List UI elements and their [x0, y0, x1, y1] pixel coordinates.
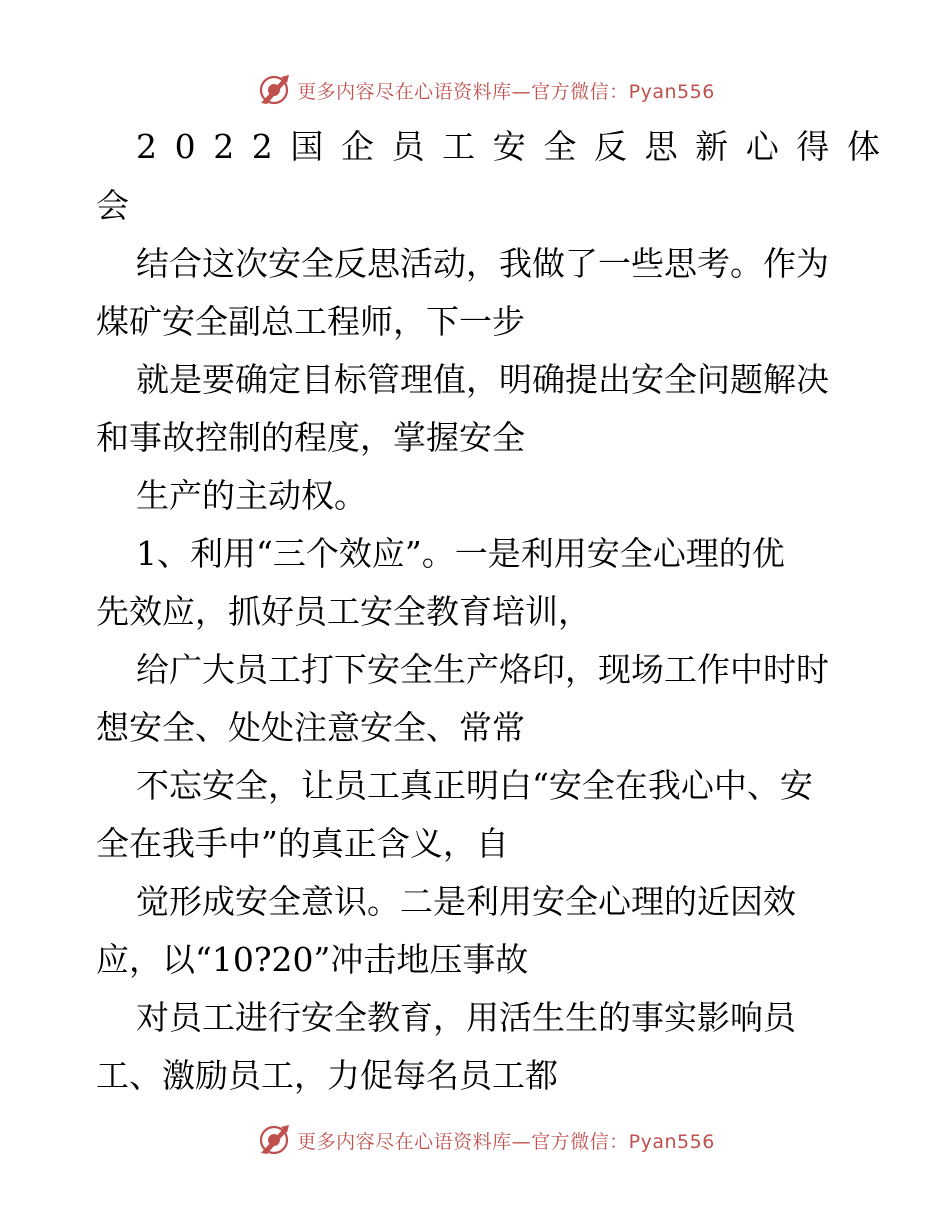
paragraph-line: 工、激励员工，力促每名员工都: [96, 1056, 558, 1095]
footer-watermark-banner: [0, 1120, 950, 1160]
paragraph-line: 结合这次安全反思活动，我做了一些思考。作为: [136, 244, 829, 283]
paragraph-line: 先效应，抓好员工安全教育培训，: [96, 592, 591, 631]
paragraph-line: 和事故控制的程度，掌握安全: [96, 418, 525, 457]
paragraph-line: 1、利用“三个效应”。一是利用安全心理的优: [136, 534, 785, 573]
paragraph-line: 全在我手中”的真正含义，自: [96, 824, 509, 863]
paragraph-line: 不忘安全，让员工真正明白“安全在我心中、安: [136, 766, 813, 805]
watermark-text: 更多内容尽在心语资料库—官方微信：Pyan556: [297, 1130, 715, 1153]
quill-pen-seal-icon: [257, 1123, 291, 1157]
paragraph-line: 就是要确定目标管理值，明确提出安全问题解决: [136, 360, 829, 399]
document-title: 2022国企员工安全反思新心得体: [136, 127, 898, 166]
paragraph-line: 给广大员工打下安全生产烙印，现场工作中时时: [136, 650, 829, 689]
paragraph-line: 觉形成安全意识。二是利用安全心理的近因效: [136, 882, 796, 921]
paragraph-line: 应，以“10?20”冲击地压事故: [96, 940, 529, 979]
document-title-continued: 会: [96, 186, 129, 225]
paragraph-line: 想安全、处处注意安全、常常: [96, 708, 525, 747]
paragraph-line: 生产的主动权。: [136, 476, 367, 515]
paragraph-line: 对员工进行安全教育，用活生生的事实影响员: [136, 998, 796, 1037]
watermark-text: 更多内容尽在心语资料库—官方微信：Pyan556: [297, 80, 715, 103]
paragraph-line: 煤矿安全副总工程师，下一步: [96, 302, 525, 341]
